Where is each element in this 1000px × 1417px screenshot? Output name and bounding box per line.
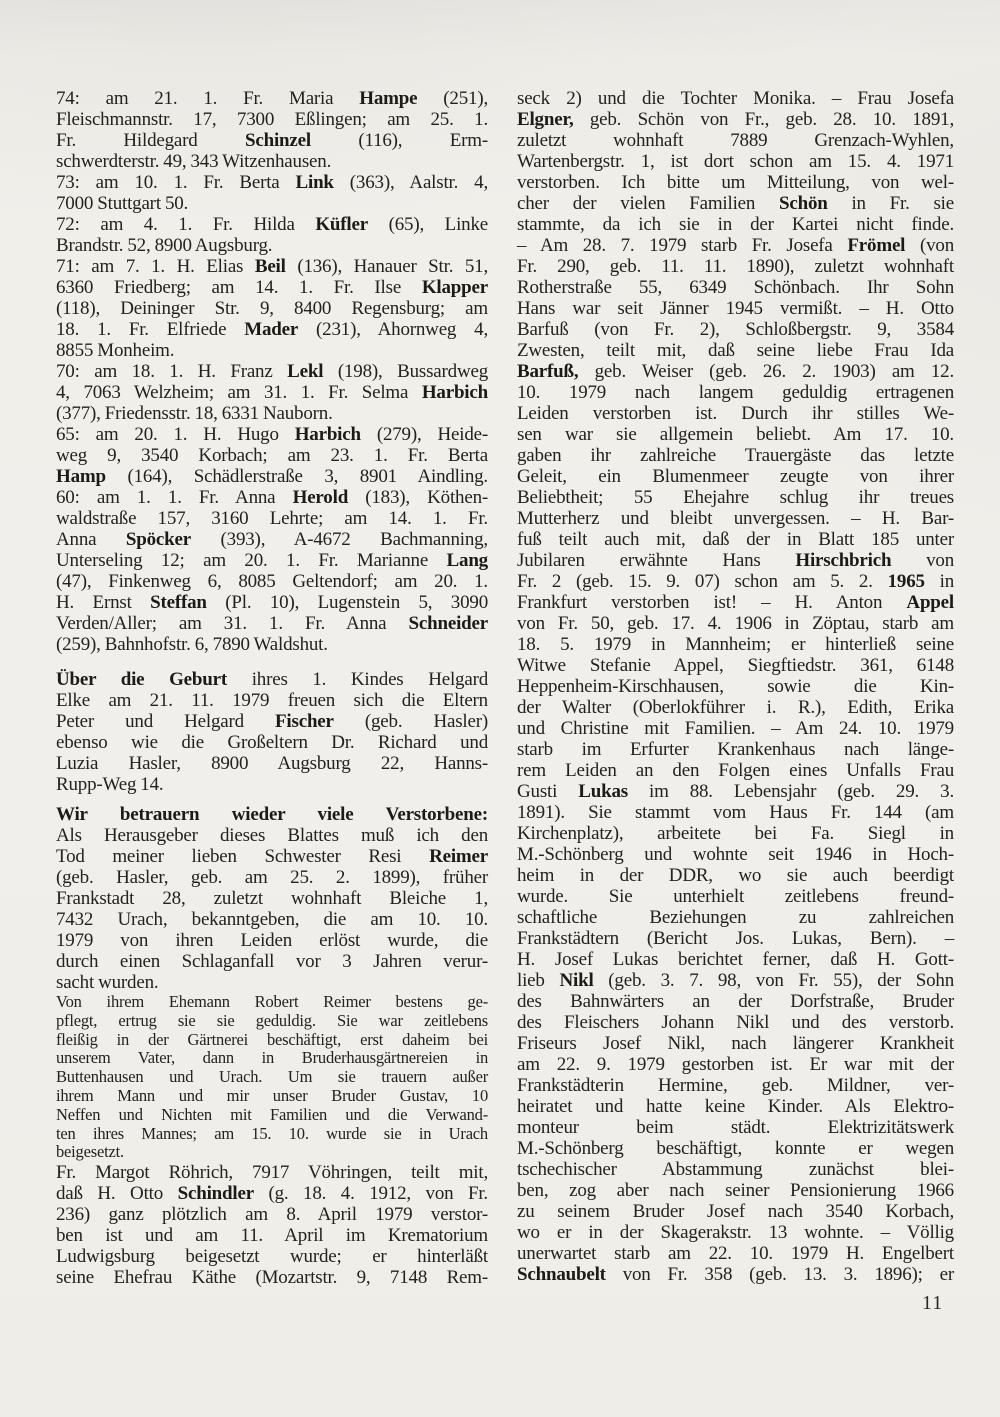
text-run: (Pl. 10), Lugenstein 5, 3090 [206, 592, 489, 613]
text-run: Ludwigsburg beigesetzt wurde; er hinterläßt [56, 1246, 488, 1268]
text-run: (231), Ahornweg 4, [298, 319, 489, 340]
text-line [56, 1068, 488, 1087]
text-line [56, 753, 488, 774]
text-run: 60: am 1. 1. Fr. Anna [56, 487, 293, 508]
text-line [56, 1225, 488, 1246]
text-run-bold: Schnaubelt [517, 1264, 606, 1285]
text-line [517, 130, 954, 151]
text-run: 236) ganz plötzlich am 8. April 1979 verstor- [56, 1204, 488, 1226]
text-line [56, 1012, 488, 1031]
text-line [517, 466, 954, 487]
text-line [517, 382, 954, 403]
text-run: Buttenhausen und Urach. Um sie trauern außer [56, 1067, 488, 1087]
text-run: Verden/Aller; am 31. 1. Fr. Anna [56, 613, 409, 634]
text-line [517, 886, 954, 907]
text-line [517, 550, 954, 571]
text-line [56, 909, 488, 930]
text-run: von [891, 550, 954, 571]
text-line [517, 991, 954, 1012]
text-line [56, 951, 488, 972]
text-line [517, 214, 954, 235]
text-line [56, 804, 488, 825]
text-line [56, 1106, 488, 1125]
text-run-bold: Barfuß, [517, 361, 579, 382]
text-run: weg 9, 3540 Korbach; am 23. 1. Fr. Berta [56, 445, 488, 466]
text-run: Neffen und Nichten mit Familien und die Verwand- [56, 1104, 488, 1124]
text-run: (377), Friedensstr. 18, 6331 Nauborn. [56, 403, 333, 424]
text-line [56, 1246, 488, 1267]
text-line [517, 949, 954, 970]
text-run: lieb [517, 970, 560, 991]
text-line [517, 319, 954, 340]
text-run: heiratet und hatte keine Kinder. Als Elektro- [517, 1096, 954, 1117]
text-run-bold: Klapper [421, 277, 488, 298]
text-run: 10. 1979 nach langem geduldig ertragenen [517, 382, 954, 403]
text-run: starb im Erfurter Krankenhaus nach länge- [517, 739, 954, 760]
text-run: schaftliche Beziehungen zu zahlreichen [517, 907, 954, 928]
text-run: 1891). Sie stammt vom Haus Fr. 144 (am [517, 802, 954, 823]
text-run-bold: Appel [906, 592, 954, 613]
text-run: 65: am 20. 1. H. Hugo [56, 424, 295, 445]
text-line [517, 676, 954, 697]
text-run: und Christine mit Familien. – Am 24. 10. 1979 [517, 718, 954, 739]
text-line [56, 571, 488, 592]
text-run: (geb. 3. 7. 98, von Fr. 55), der Sohn [593, 970, 954, 991]
text-run: Frankfurt verstorben ist! – H. Anton [517, 592, 907, 613]
text-line [517, 193, 954, 214]
text-line [517, 865, 954, 886]
text-run: (geb. Hasler) [333, 711, 488, 732]
text-run: sacht wurden. [56, 972, 159, 993]
text-run: Als Herausgeber dieses Blattes muß ich den [56, 825, 488, 846]
text-run: Hans war seit Jänner 1945 vermißt. – H. Otto [517, 298, 954, 319]
text-run: Fr. Margot Röhrich, 7917 Vöhringen, teilt mit, [56, 1162, 488, 1184]
text-run-bold: Schön [779, 193, 828, 214]
text-line [56, 277, 488, 298]
text-run: Wartenbergstr. 1, ist dort schon am 15. 4. 1971 [517, 151, 954, 172]
text-line [517, 718, 954, 739]
text-run: 18. 1. Fr. Elfriede [56, 319, 245, 340]
text-line [517, 907, 954, 928]
text-run-bold: Herold [292, 487, 349, 508]
text-run: (279), Heide- [360, 424, 488, 445]
text-run: 73: am 10. 1. Fr. Berta [56, 172, 296, 193]
text-run: (g. 18. 4. 1912, von Fr. [253, 1183, 488, 1205]
text-line [56, 382, 488, 403]
text-line [56, 592, 488, 613]
text-run: ten ihres Mannes; am 15. 10. wurde sie in Urach [56, 1123, 488, 1143]
text-run-bold: Über die Geburt [56, 669, 227, 690]
text-line [517, 760, 954, 781]
text-run-bold: Schindler [177, 1183, 254, 1205]
column-right [517, 88, 954, 1285]
text-line [517, 739, 954, 760]
text-line [517, 970, 954, 991]
text-run: tschechischer Abstammung zunächst blei- [517, 1159, 954, 1180]
anniversaries-list [56, 88, 488, 655]
text-line [56, 774, 488, 795]
text-run-bold: Mader [244, 319, 299, 340]
text-line [517, 1054, 954, 1075]
text-run: unerwartet starb am 22. 10. 1979 H. Engelbert [517, 1243, 954, 1264]
text-line [517, 277, 954, 298]
text-run: Fr. 2 (geb. 15. 9. 07) schon am 5. 2. [517, 571, 888, 592]
text-line [517, 1138, 954, 1159]
text-run-bold: Fischer [275, 711, 334, 732]
text-line [517, 424, 954, 445]
text-run: ihres 1. Kindes Helgard [227, 669, 488, 690]
text-run: 7000 Stuttgart 50. [56, 193, 189, 214]
text-run: – Am 28. 7. 1979 starb Fr. Josefa [517, 235, 848, 256]
text-run: (198), Bussardweg [323, 361, 489, 382]
text-run: wo er in der Skagerakstr. 13 wohnte. – Völlig [517, 1222, 954, 1243]
text-run: Geleit, ein Blumenmeer zeugte von ihrer [517, 466, 954, 487]
text-run: Brandstr. 52, 8900 Augsburg. [56, 235, 273, 256]
text-run: zu seinem Bruder Josef nach 3540 Korbach, [517, 1201, 954, 1222]
text-line [56, 340, 488, 361]
text-line [56, 487, 488, 508]
text-run: unserem Vater, dann in Bruderhausgärtnereien in [56, 1048, 488, 1068]
text-run-bold: Lukas [578, 781, 628, 802]
text-run: Frankstädterin Hermine, geb. Mildner, ver- [517, 1075, 954, 1096]
text-line [517, 151, 954, 172]
text-run-bold: Elgner, [517, 109, 574, 130]
text-line [56, 867, 488, 888]
text-line [517, 802, 954, 823]
text-line [56, 1125, 488, 1144]
text-line [56, 214, 488, 235]
text-run: ihrem Mann und mir unser Bruder Gustav, 10 [56, 1085, 488, 1105]
text-line [517, 1033, 954, 1054]
text-line [517, 928, 954, 949]
text-line [517, 487, 954, 508]
text-run: (65), Linke [367, 214, 489, 235]
obituaries-intro [56, 804, 488, 993]
text-line [517, 109, 954, 130]
text-line [517, 592, 954, 613]
text-run-bold: Lekl [287, 361, 324, 382]
text-run: Frankstädtern (Bericht Jos. Lukas, Bern). – [517, 928, 954, 949]
text-run: H. Josef Lukas berichtet ferner, daß H. Gott- [517, 949, 954, 970]
text-run: Fr. Hildegard [56, 130, 245, 151]
text-line [56, 529, 488, 550]
text-line [56, 361, 488, 382]
text-line [517, 88, 954, 109]
text-line [56, 151, 488, 172]
text-run: wurde. Sie unterhielt zeitlebens freund- [517, 886, 954, 907]
text-run: waldstraße 157, 3160 Lehrte; am 14. 1. Fr. [56, 508, 488, 529]
text-line [517, 235, 954, 256]
text-run: (geb. Hasler, geb. am 25. 2. 1899), früher [56, 867, 488, 888]
text-run: Rupp-Weg 14. [56, 774, 164, 795]
text-run: (von [905, 235, 954, 256]
text-line [56, 424, 488, 445]
text-run: (118), Deininger Str. 9, 8400 Regensburg; am [56, 298, 488, 319]
text-line [56, 690, 488, 711]
text-line [517, 445, 954, 466]
text-run: (393), A-4672 Bachmanning, [191, 529, 488, 550]
page-number: 11 [922, 1292, 944, 1314]
obituaries-continued [517, 88, 954, 1285]
text-run: (116), Erm- [310, 130, 488, 151]
text-line [56, 256, 488, 277]
text-run: daß H. Otto [56, 1183, 178, 1205]
text-line [56, 993, 488, 1012]
text-line [517, 1264, 954, 1285]
text-line [56, 193, 488, 214]
text-line [56, 669, 488, 690]
text-line [56, 888, 488, 909]
text-line [56, 711, 488, 732]
text-run: 70: am 18. 1. H. Franz [56, 361, 288, 382]
text-line [56, 1049, 488, 1068]
text-run: fuß teilt auch mit, daß der in Blatt 185 unter [517, 529, 954, 550]
text-run-bold: Hampe [359, 88, 418, 109]
text-run: 1979 von ihren Leiden erlöst wurde, die [56, 930, 488, 951]
text-line [56, 445, 488, 466]
text-run-bold: Spöcker [125, 529, 191, 550]
text-run: (259), Bahnhofstr. 6, 7890 Waldshut. [56, 634, 328, 655]
text-line [56, 508, 488, 529]
text-run: Mutterherz und bleibt unvergessen. – H. Bar- [517, 508, 954, 529]
text-line [56, 235, 488, 256]
text-run-bold: Nikl [559, 970, 594, 991]
text-run-bold: Link [295, 172, 334, 193]
text-run: ebenso wie die Großeltern Dr. Richard und [56, 732, 488, 753]
text-line [517, 256, 954, 277]
text-line [56, 466, 488, 487]
text-run: in [924, 571, 954, 592]
text-line [517, 1012, 954, 1033]
text-line [56, 732, 488, 753]
text-line [56, 88, 488, 109]
text-run: Frankstadt 28, zuletzt wohnhaft Bleiche 1, [56, 888, 488, 909]
text-run: monteur beim städt. Elektrizitätswerk [517, 1117, 954, 1138]
text-line [56, 1204, 488, 1225]
text-run-bold: Wir betrauern wieder viele Verstorbene: [56, 804, 488, 825]
text-run: ben, zog aber nach seiner Pensionierung 1966 [517, 1180, 954, 1201]
text-run: Leiden verstorben ist. Durch ihr stilles We- [517, 403, 954, 424]
text-line [517, 1180, 954, 1201]
text-line [517, 508, 954, 529]
text-run: Von ihrem Ehemann Robert Reimer bestens ge- [56, 992, 488, 1011]
text-run: cher der vielen Familien [517, 193, 780, 214]
text-run: 4, 7063 Welzheim; am 31. 1. Fr. Selma [56, 382, 422, 403]
text-run: M.-Schönberg und wohnte seit 1946 in Hoch- [517, 844, 954, 865]
text-line [517, 361, 954, 382]
text-line [517, 613, 954, 634]
text-run-bold: Lang [446, 550, 488, 571]
text-run: am 22. 9. 1979 gestorben ist. Er war mit der [517, 1054, 954, 1075]
text-run: M.-Schönberg beschäftigt, konnte er wegen [517, 1138, 954, 1159]
text-line [56, 130, 488, 151]
text-run: geb. Weiser (geb. 26. 2. 1903) am 12. [578, 361, 954, 382]
text-run: Barfuß (von Fr. 2), Schloßbergstr. 9, 3584 [517, 319, 954, 340]
text-line [517, 1159, 954, 1180]
birth-announcement [56, 669, 488, 795]
text-run: Kirchenplatz), arbeitete bei Fa. Siegl in [517, 823, 954, 844]
text-line [517, 1243, 954, 1264]
text-run: (183), Köthen- [348, 487, 488, 508]
text-run: verstorben. Ich bitte um Mitteilung, von wel- [517, 172, 954, 193]
text-run: Fr. 290, geb. 11. 11. 1890), zuletzt wohnhaft [517, 256, 954, 277]
text-line [56, 172, 488, 193]
text-line [56, 634, 488, 655]
text-run-bold: Harbich [294, 424, 361, 445]
text-line [56, 1162, 488, 1183]
text-run-bold: Schinzel [244, 130, 311, 151]
text-run: fleißig in der Gärtnerei beschäftigt, erst daheim bei [56, 1029, 488, 1049]
text-run: rem Leiden an den Folgen eines Unfalls Frau [517, 760, 954, 781]
text-run: heim in der DDR, wo sie auch beerdigt [517, 865, 954, 886]
text-line [517, 298, 954, 319]
reimer-obituary-detail [56, 993, 488, 1162]
text-line [517, 403, 954, 424]
text-run: Heppenheim-Kirschhausen, sowie die Kin- [517, 676, 954, 697]
text-run: ben ist und am 11. April im Krematorium [56, 1225, 488, 1247]
text-run: 18. 5. 1979 in Mannheim; er hinterließ seine [517, 634, 954, 655]
text-run: H. Ernst [56, 592, 151, 613]
text-run: geb. Schön von Fr., geb. 28. 10. 1891, [573, 109, 954, 130]
text-line [56, 1143, 488, 1162]
text-run: Jubilaren erwähnte Hans [517, 550, 796, 571]
text-run-bold: Hamp [56, 466, 106, 487]
text-run: (47), Finkenweg 6, 8085 Geltendorf; am 20. 1. [56, 571, 488, 592]
text-line [517, 697, 954, 718]
text-run-bold: 1965 [887, 571, 925, 592]
text-line [56, 319, 488, 340]
text-run: 6360 Friedberg; am 14. 1. Fr. Ilse [56, 277, 422, 298]
text-run-bold: Schneider [408, 613, 488, 634]
text-run: Gusti [517, 781, 579, 802]
text-line [56, 550, 488, 571]
text-run: seck 2) und die Tochter Monika. – Frau Josefa [517, 88, 954, 109]
text-run: pflegt, ertrug sie sie geduldig. Sie war zeitlebens [56, 1010, 488, 1030]
text-line [517, 823, 954, 844]
text-line [517, 781, 954, 802]
text-run: der Walter (Oberlokführer i. R.), Edith, Erika [517, 697, 954, 718]
text-run: Anna [56, 529, 126, 550]
text-run: gaben ihr zahlreiche Trauergäste das letzte [517, 445, 954, 466]
text-run: (251), [417, 88, 488, 109]
text-run-bold: Hirschbrich [795, 550, 892, 571]
text-run: zuletzt wohnhaft 7889 Grenzach-Wyhlen, [517, 130, 954, 151]
text-line [56, 613, 488, 634]
text-run: sen war sie allgemein beliebt. Am 17. 10. [517, 424, 954, 445]
text-line [56, 109, 488, 130]
text-run: Unterseling 12; am 20. 1. Fr. Marianne [56, 550, 447, 571]
text-run: (164), Schädlerstraße 3, 8901 Aindling. [105, 466, 488, 487]
text-line [56, 403, 488, 424]
text-run: Rotherstraße 55, 6349 Schönbach. Ihr Sohn [517, 277, 954, 298]
text-run: beigesetzt. [56, 1142, 124, 1162]
text-run-bold: Küfler [315, 214, 368, 235]
text-line [56, 1267, 488, 1288]
text-run: schwerdterstr. 49, 343 Witzenhausen. [56, 151, 332, 172]
text-run: Elke am 21. 11. 1979 freuen sich die Eltern [56, 690, 488, 711]
text-line [517, 172, 954, 193]
text-line [517, 1222, 954, 1243]
text-run: Witwe Stefanie Appel, Siegftiedstr. 361, 6148 [517, 655, 954, 676]
text-line [517, 634, 954, 655]
text-run: Luzia Hasler, 8900 Augsburg 22, Hanns- [56, 753, 488, 774]
text-line [56, 1183, 488, 1204]
text-run: Friseurs Josef Nikl, nach längerer Krankheit [517, 1033, 954, 1054]
text-line [517, 844, 954, 865]
text-line [56, 298, 488, 319]
text-run: Beliebtheit; 55 Ehejahre schlug ihr treues [517, 487, 954, 508]
text-run: im 88. Lebensjahr (geb. 29. 3. [627, 781, 954, 802]
text-line [56, 1087, 488, 1106]
text-run: 7432 Urach, bekanntgeben, die am 10. 10. [56, 909, 488, 930]
text-run: Zwesten, teilt mit, daß seine liebe Frau Ida [517, 340, 954, 361]
text-run: durch einen Schlaganfall vor 3 Jahren verur- [56, 951, 488, 972]
text-run: des Bahnwärters an der Dorfstraße, Bruder [517, 991, 954, 1012]
text-run: (363), Aalstr. 4, [333, 172, 488, 193]
text-line [517, 571, 954, 592]
text-line [517, 1201, 954, 1222]
text-line [517, 340, 954, 361]
text-run-bold: Beil [254, 256, 286, 277]
text-run: von Fr. 50, geb. 17. 4. 1906 in Zöptau, starb am [517, 613, 954, 634]
text-line [517, 1075, 954, 1096]
text-line [56, 846, 488, 867]
text-run: Fleischmannstr. 17, 7300 Eßlingen; am 25. 1. [56, 109, 488, 130]
text-run: Peter und Helgard [56, 711, 276, 732]
text-run: Tod meiner lieben Schwester Resi [56, 846, 430, 867]
text-line [56, 972, 488, 993]
text-run: 74: am 21. 1. Fr. Maria [56, 88, 360, 109]
text-line [517, 655, 954, 676]
text-line [56, 930, 488, 951]
text-run: seine Ehefrau Käthe (Mozartstr. 9, 7148 Rem- [56, 1267, 488, 1289]
text-run: von Fr. 358 (geb. 13. 3. 1896); er [605, 1264, 954, 1285]
text-line [517, 529, 954, 550]
text-run-bold: Reimer [429, 846, 488, 867]
column-left [56, 88, 488, 1288]
text-run-bold: Frömel [847, 235, 906, 256]
text-run: in Fr. sie [827, 193, 954, 214]
text-run-bold: Steffan [150, 592, 207, 613]
text-run-bold: Harbich [421, 382, 488, 403]
text-line [517, 1117, 954, 1138]
text-line [56, 825, 488, 846]
text-run: 8855 Monheim. [56, 340, 175, 361]
schindler-obituary [56, 1162, 488, 1288]
text-run: 72: am 4. 1. Fr. Hilda [56, 214, 316, 235]
text-run: stammte, da ich sie in der Kartei nicht finde. [517, 214, 954, 235]
text-line [517, 1096, 954, 1117]
text-run: (136), Hanauer Str. 51, [285, 256, 488, 277]
text-run: des Fleischers Johann Nikl und des verstorb. [517, 1012, 954, 1033]
text-line [56, 1031, 488, 1050]
text-run: 71: am 7. 1. H. Elias [56, 256, 255, 277]
